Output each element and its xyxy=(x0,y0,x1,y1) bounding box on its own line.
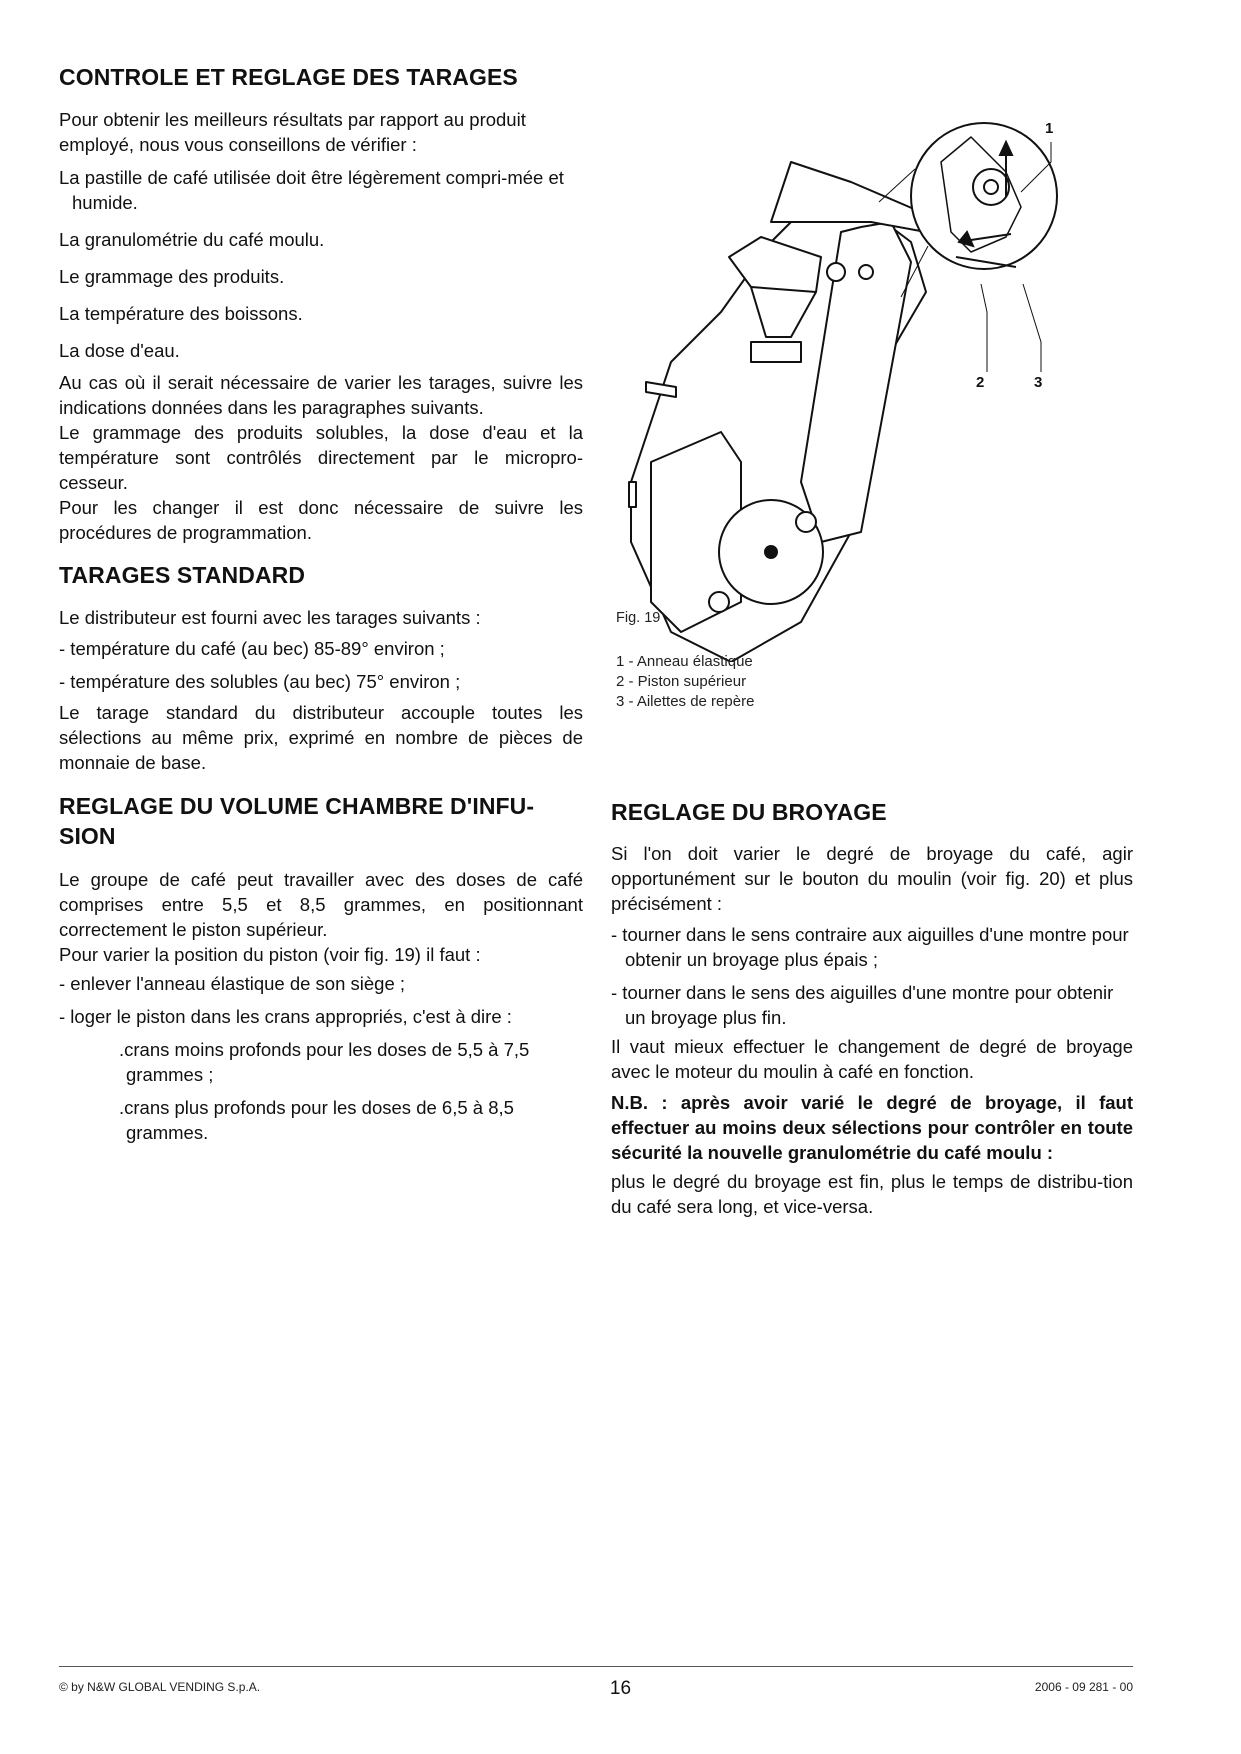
callout-3: 3 xyxy=(1034,374,1043,391)
paragraph-varier-position: Pour varier la position du piston (voir fig. 19) il faut : xyxy=(59,944,481,965)
note-nb: N.B. : après avoir varié le degré de broyage, il faut effectuer au moins deux sélections pour contrôler en toute sécurité la nouvelle granulométrie du café moulu : xyxy=(611,1092,1133,1163)
heading-reglage-broyage: REGLAGE DU BROYAGE xyxy=(611,799,887,825)
paragraph-varier-tarages: Au cas où il serait nécessaire de varier les tarages, suivre les indications données dans les paragraphes suivants. xyxy=(59,372,583,418)
check-item-dose-eau: La dose d'eau. xyxy=(59,340,180,361)
paragraph-tarage-standard: Le tarage standard du distributeur accouple toutes les sélections au même prix, exprimé en nombre de pièces de monnaie de base. xyxy=(59,702,583,773)
paragraph-varier-broyage: Si l'on doit varier le degré de broyage du café, agir opportunément sur le bouton du moulin (voir fig. 20) et plus précisément : xyxy=(611,843,1133,914)
dash-item-sens-contraire: - tourner dans le sens contraire aux aiguilles d'une montre pour obtenir un broyage plus épais ; xyxy=(611,924,1129,970)
figure-caption: Fig. 19 xyxy=(616,610,661,626)
callout-1: 1 xyxy=(1045,120,1054,137)
check-item-temperature: La température des boissons. xyxy=(59,303,303,324)
right-column xyxy=(611,62,1133,1219)
footer-doc-code: 2006 - 09 281 - 00 xyxy=(1034,1680,1133,1694)
sub-item-crans-plus: .crans plus profonds pour les doses de 6,5 à 8,5 grammes. xyxy=(119,1097,514,1143)
paragraph-groupe-cafe: Le groupe de café peut travailler avec des doses de café comprises entre 5,5 et 8,5 grammes, en positionnant correctement le piston supérieur. xyxy=(59,869,583,940)
paragraph-distributeur-fourni: Le distributeur est fourni avec les tarages suivants : xyxy=(59,607,481,628)
legend-item-1: 1 - Anneau élastique xyxy=(616,653,753,670)
left-column xyxy=(59,62,583,1145)
legend-item-2: 2 - Piston supérieur xyxy=(616,673,747,690)
heading-tarages-standard: TARAGES STANDARD xyxy=(59,562,306,588)
paragraph-grammage-solubles: Le grammage des produits solubles, la dose d'eau et la température sont contrôlés directement par le micropro-cesseur. xyxy=(59,422,583,493)
figure-legend xyxy=(616,652,754,712)
paragraph-moteur-moulin: Il vaut mieux effectuer le changement de degré de broyage avec le moteur du moulin à café en fonction. xyxy=(611,1036,1133,1082)
dash-item-temp-cafe: - température du café (au bec) 85-89° environ ; xyxy=(59,638,445,659)
footer-copyright: © by N&W GLOBAL VENDING S.p.A. xyxy=(59,1680,261,1694)
dash-item-loger-piston: - loger le piston dans les crans appropriés, c'est à dire : xyxy=(59,1006,512,1027)
page-number: 16 xyxy=(609,1678,632,1699)
heading-volume-chambre: REGLAGE DU VOLUME CHAMBRE D'INFU-SION xyxy=(59,793,535,849)
intro-paragraph: Pour obtenir les meilleurs résultats par rapport au produit employé, nous vous conseillons de vérifier : xyxy=(59,109,526,155)
sub-item-crans-moins: .crans moins profonds pour les doses de 5,5 à 7,5 grammes ; xyxy=(119,1039,530,1085)
check-item-granulometrie: La granulométrie du café moulu. xyxy=(59,229,325,250)
dash-item-anneau: - enlever l'anneau élastique de son siège ; xyxy=(59,973,406,994)
footer-divider xyxy=(59,1666,1133,1667)
check-item-pastille: La pastille de café utilisée doit être légèrement compri-mée et humide. xyxy=(59,167,564,213)
coffee-group-illustration xyxy=(611,62,1133,662)
paragraph-procedures: Pour les changer il est donc nécessaire de suivre les procédures de programmation. xyxy=(59,497,583,543)
figure-19 xyxy=(611,62,1133,797)
callout-2: 2 xyxy=(976,374,985,391)
heading-controle-reglage: CONTROLE ET REGLAGE DES TARAGES xyxy=(59,64,518,90)
dash-item-sens-aiguilles: - tourner dans le sens des aiguilles d'une montre pour obtenir un broyage plus fin. xyxy=(611,982,1114,1028)
paragraph-degre-fin: plus le degré du broyage est fin, plus le temps de distribu-tion du café sera long, et vice-versa. xyxy=(611,1171,1133,1217)
check-item-grammage: Le grammage des produits. xyxy=(59,266,285,287)
dash-item-temp-solubles: - température des solubles (au bec) 75° environ ; xyxy=(59,671,461,692)
legend-item-3: 3 - Ailettes de repère xyxy=(616,693,755,710)
